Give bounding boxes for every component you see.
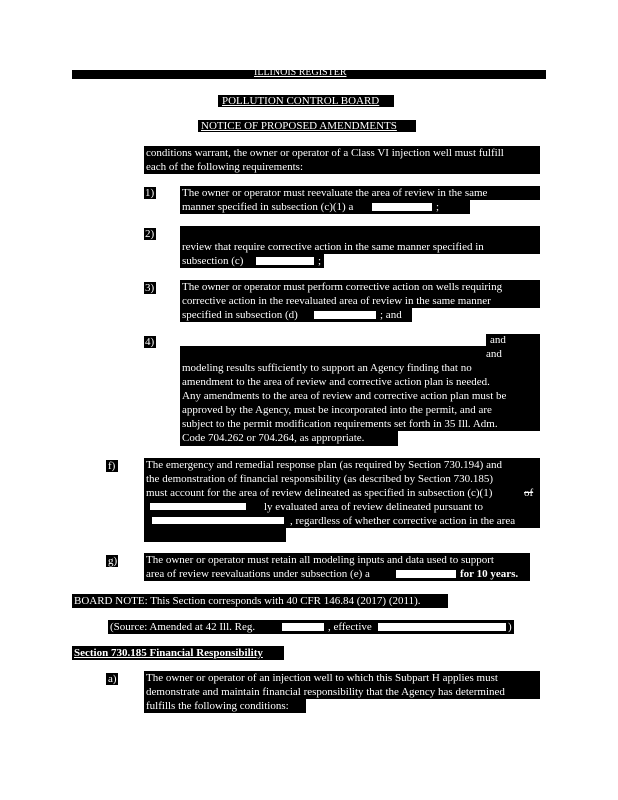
para-a-line-1: The owner or operator of an injection well to which this Subpart H applies must [146,672,498,684]
item-4-line-2-end: and [486,348,502,360]
item-4-right-gap [398,431,540,446]
para-f-line-3-strike: of [524,487,534,499]
para-g-number: g) [108,555,118,567]
item-2-number: 2) [145,228,155,240]
item-4-line-7: subject to the permit modification requirements set forth in 35 Ill. Adm. [182,418,498,430]
para-a-right-gap [306,699,540,713]
para-f-right-gap [286,528,540,542]
item-2-line-3-end: ; [318,255,322,267]
para-g-line-2: area of review reevaluations under subsection (e) a [146,568,370,580]
item-4-line-6: approved by the Agency, must be incorporated into the permit, and are [182,404,492,416]
item-3-line-3: specified in subsection (d) [182,309,298,321]
para-g-line-1: The owner or operator must retain all modeling inputs and data used to support [146,554,494,566]
item-3-right-gap [412,308,540,322]
para-a-number: a) [108,673,117,685]
item-1-line-2-end: ; [436,201,440,213]
item-4-line-8: Code 704.262 or 704.264, as appropriate. [182,432,365,444]
para-a-line-2: demonstrate and maintain financial responsibility that the Agency has determined [146,686,505,698]
item-4-line-5: Any amendments to the area of review and corrective action plan must be [182,390,507,402]
item-2-right-gap [324,254,540,268]
item-1-line-1: The owner or operator must reevaluate the area of review in the same [182,187,488,199]
item-2-line-2: review that require corrective action in the same manner specified in [182,241,484,253]
item-1-redaction [372,203,432,211]
item-4-number: 4) [145,336,155,348]
item-4-top-gap-1 [180,334,486,346]
para-f-line-1: The emergency and remedial response plan (as required by Section 730.194) and [146,459,502,471]
item-1-right-gap [470,200,540,214]
item-3-line-3-end: ; and [380,309,402,321]
item-3-line-1: The owner or operator must perform corrective action on wells requiring [182,281,503,293]
board-title: POLLUTION CONTROL BOARD [222,95,380,107]
para-g-line-2-end: for 10 years. [460,568,519,580]
source-mid: , effective [328,621,372,633]
para-f-line-5: , regardless of whether corrective action in the area [290,515,516,527]
para-f-line-3: must account for the area of review delineated as specified in subsection (c)(1) [146,487,493,499]
item-3-number: 3) [145,282,155,294]
item-1-number: 1) [145,187,155,199]
para-g-redaction [396,570,456,578]
source-close: ) [508,621,512,633]
source-open: (Source: Amended at 42 Ill. Reg. [110,621,256,633]
source-redaction-1 [282,623,324,631]
notice-title: NOTICE OF PROPOSED AMENDMENTS [201,120,397,132]
board-note: BOARD NOTE: This Section corresponds with 40 CFR 146.84 (2017) (2011). [74,595,421,607]
item-4-line-4: amendment to the area of review and corrective action plan is needed. [182,376,490,388]
source-redaction-2 [378,623,506,631]
intro-line-2: each of the following requirements: [146,161,304,173]
item-3-redaction [314,311,376,319]
para-f-redaction-2 [152,517,284,524]
register-title: ILLINOIS REGISTER [254,67,347,78]
item-4-line-1-end: and [490,334,506,346]
para-f-redaction-1 [150,503,246,510]
para-f-number: f) [108,460,116,472]
item-2-redaction [256,257,314,265]
intro-line-1: conditions warrant, the owner or operator of a Class VI injection well must fulfill [146,147,504,159]
section-heading: Section 730.185 Financial Responsibility [74,647,263,659]
item-3-line-2: corrective action in the reevaluated area of review in the same manner [182,295,491,307]
item-2-line-3: subsection (c) [182,255,244,267]
item-4-line-3: modeling results sufficiently to support an Agency finding that no [182,362,472,374]
para-a-line-3: fulfills the following conditions: [146,700,289,712]
para-f-line-4: ly evaluated area of review delineated pursuant to [264,501,483,513]
item-1-line-2: manner specified in subsection (c)(1) a [182,201,354,213]
para-f-line-2: the demonstration of financial responsibility (as described by Section 730.185) [146,473,494,485]
